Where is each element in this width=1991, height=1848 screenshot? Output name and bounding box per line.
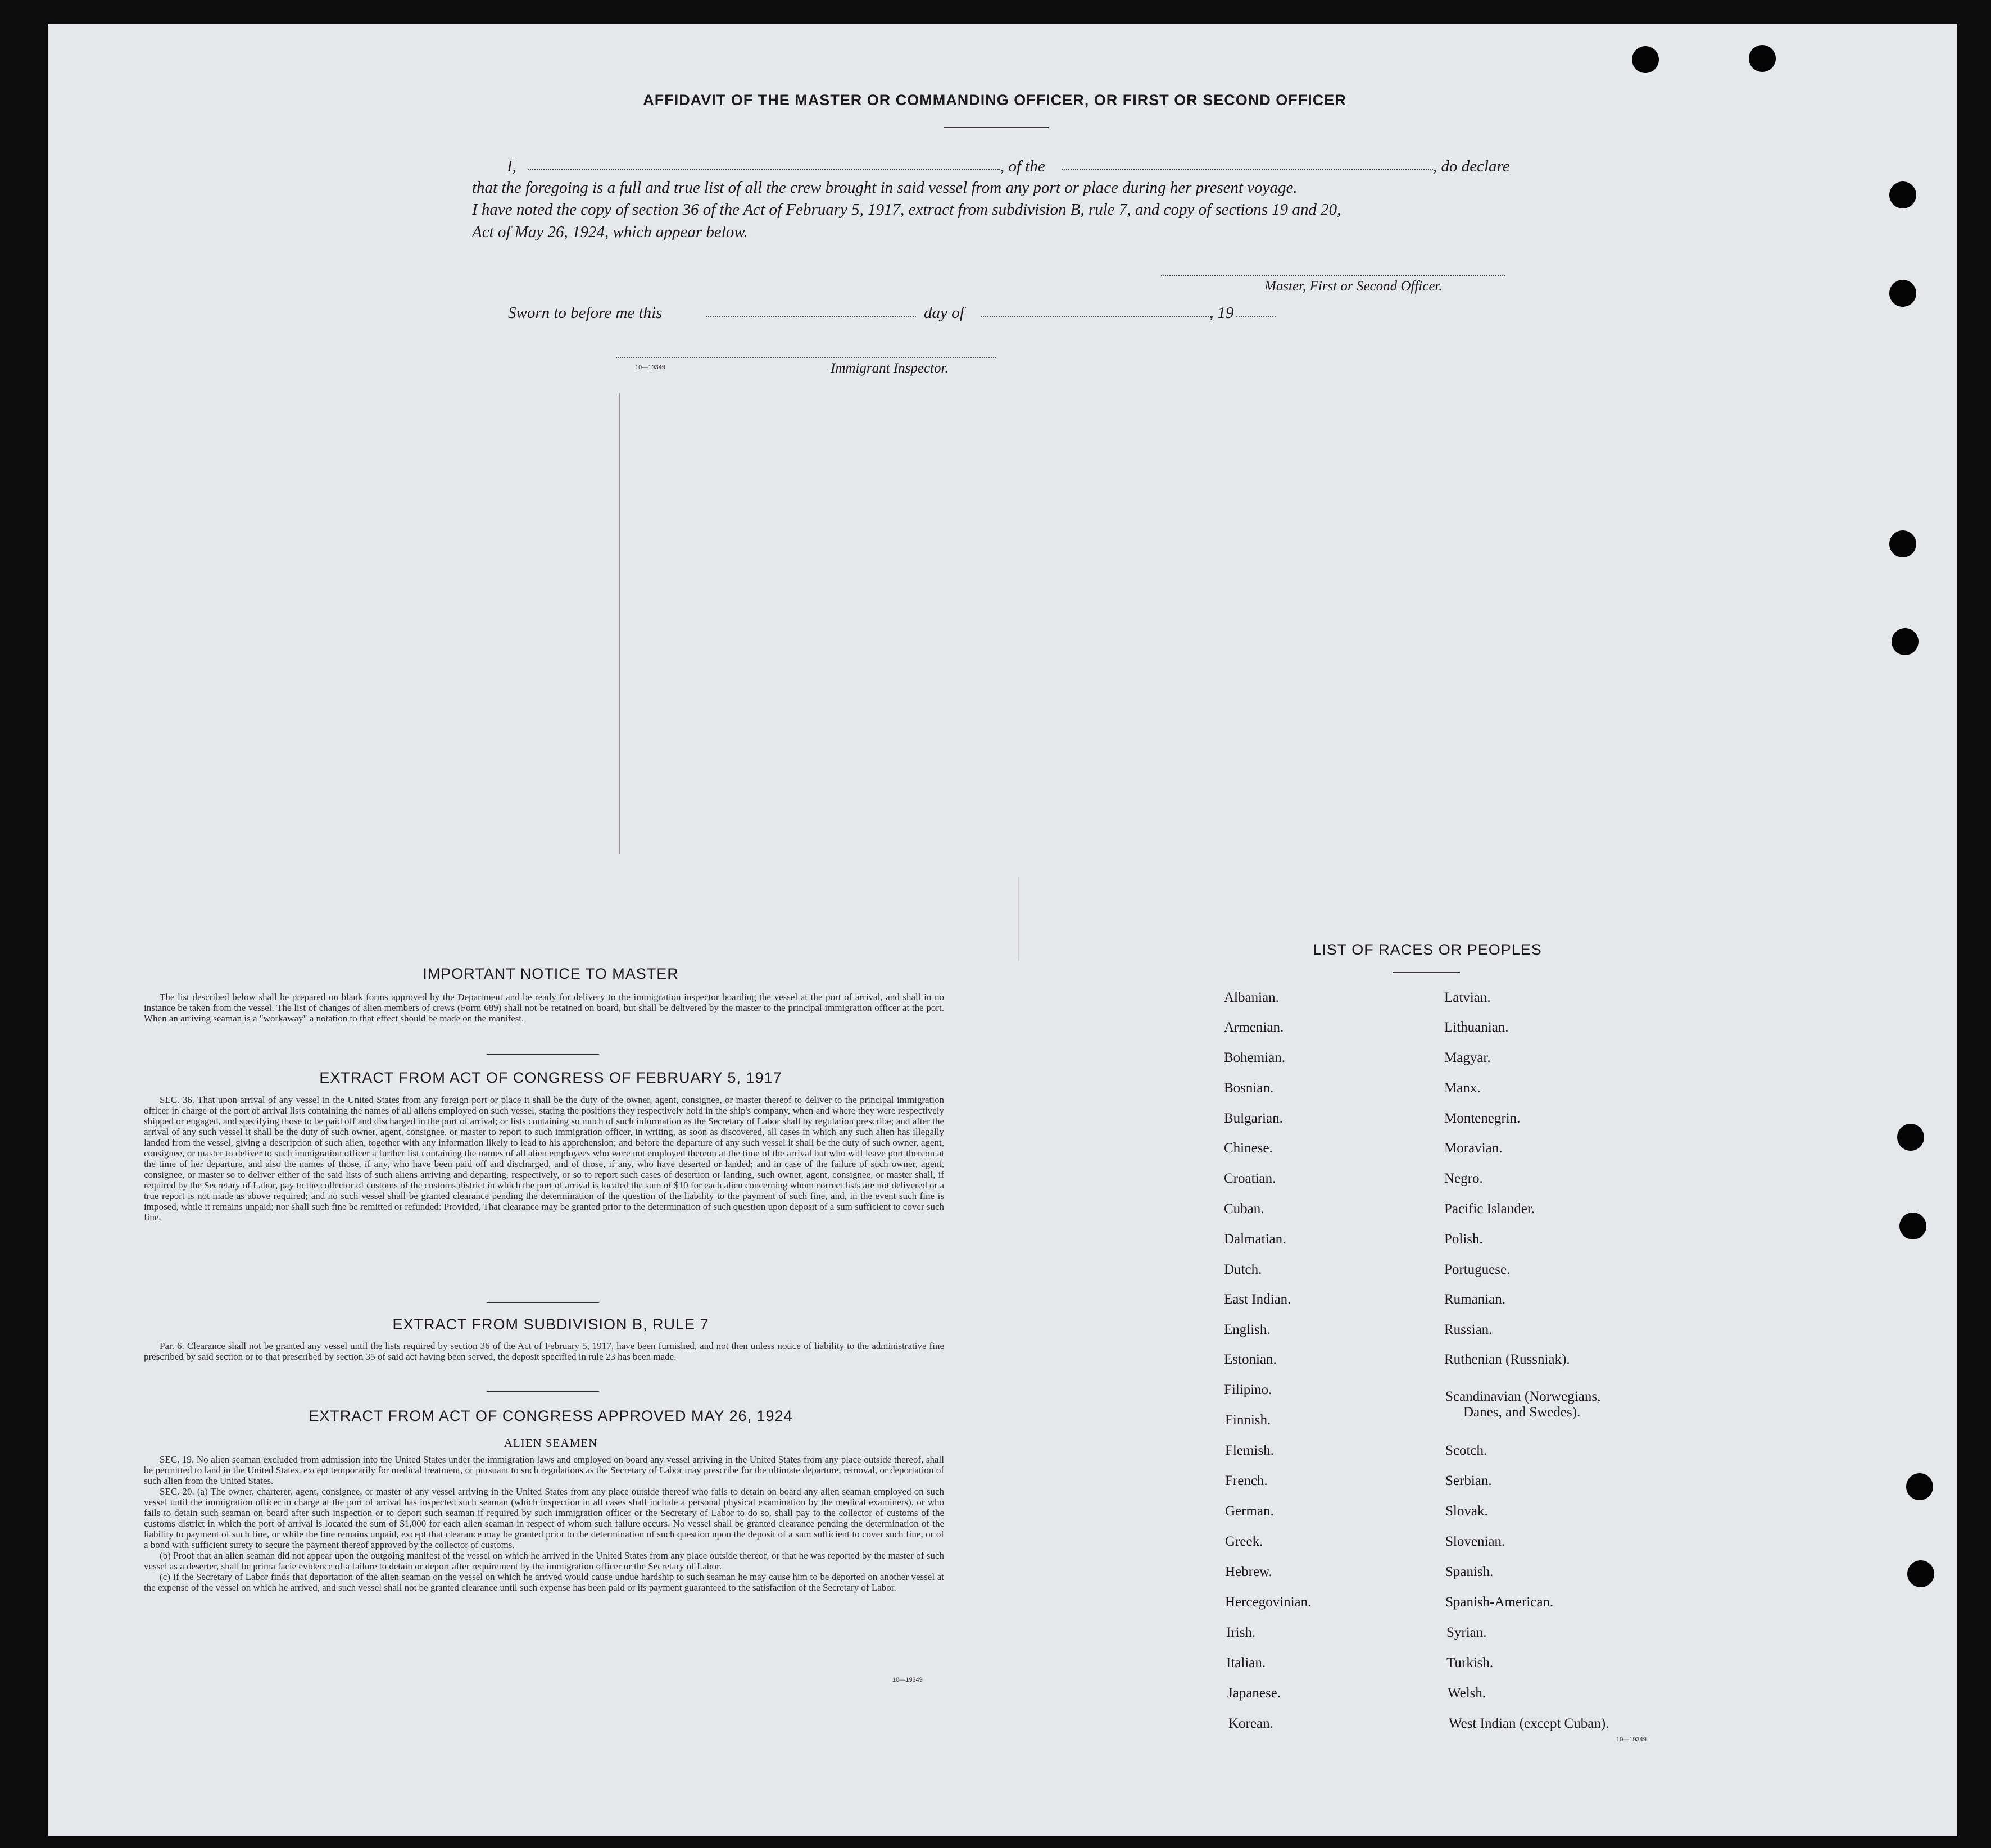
- race-item: Magyar.: [1444, 1050, 1491, 1065]
- sec-20a-paragraph: SEC. 20. (a) The owner, charterer, agent, consignee, or master of any vessel arriving in the United States from any place outside thereof who fails to detain on board any alien seaman employed on such vessel until the immigration officer in charge at the port of arrival has inspected such seaman (which inspection in all cases shall include a personal physical examination by the medical examiners), or who fails to detain such seaman on board after such inspection or to deport such seaman if required by such immigration officer or the Secretary of Labor to do so, shall pay to the collector of customs of the customs district in which the port of arrival is located the sum of $1,000 for each alien seaman in respect of whom such failure occurs. No vessel shall be granted clearance pending the determination of the liability to payment of such fine, or while the fine remains unpaid, except that clearance may be granted prior to the determination of such question upon the deposit of a sum sufficient to cover such fine, or of a bond with sufficient surety to secure the payment thereof approved by the collector of customs.: [144, 1486, 944, 1550]
- sec-20b-paragraph: (b) Proof that an alien seaman did not appear upon the outgoing manifest of the vessel on which he arrived in the United States from any place outside thereof, or that he was reported by the master of such vessel as a deserter, shall be prima facie evidence of a failure to detain or deport after requirement by the immigration officer or the Secretary of Labor.: [144, 1550, 944, 1572]
- sworn-year-blank[interactable]: [1236, 316, 1276, 317]
- punch-hole: [1897, 1124, 1924, 1151]
- sec-19-paragraph: SEC. 19. No alien seaman excluded from admission into the United States under the immigration laws and employed on board any vessel arriving in the United States from any place outside thereof, shall be permitted to land in the United States, except temporarily for medical treatment, or pursuant to such regulations as the Secretary of Labor may prescribe for the ultimate departure, removal, or deportation of such alien from the United States.: [144, 1454, 944, 1486]
- race-item: Slovak.: [1445, 1504, 1488, 1519]
- race-item: Finnish.: [1225, 1413, 1271, 1428]
- race-item: Danes, and Swedes).: [1463, 1405, 1581, 1420]
- race-item: Negro.: [1444, 1171, 1483, 1186]
- race-item: Irish.: [1226, 1625, 1256, 1640]
- punch-hole: [1632, 46, 1659, 73]
- race-item: Estonian.: [1224, 1352, 1277, 1367]
- affidavit-line1-end: , do declare: [1433, 157, 1510, 175]
- section-divider: [487, 1302, 599, 1303]
- punch-hole: [1907, 1560, 1934, 1587]
- race-item: Montenegrin.: [1444, 1111, 1521, 1126]
- races-title: LIST OF RACES OR PEOPLES: [1313, 941, 1542, 958]
- inspector-blank[interactable]: [616, 357, 996, 358]
- punch-hole: [1889, 181, 1916, 208]
- race-item: Latvian.: [1444, 990, 1491, 1005]
- race-item: Bosnian.: [1224, 1080, 1274, 1096]
- race-item: English.: [1224, 1322, 1271, 1337]
- affidavit-line1-start: I,: [507, 157, 516, 175]
- race-item: Serbian.: [1445, 1473, 1492, 1488]
- race-item: Rumanian.: [1444, 1292, 1506, 1307]
- race-item: Bohemian.: [1224, 1050, 1286, 1065]
- inspector-label: Immigrant Inspector.: [831, 361, 949, 376]
- race-item: Albanian.: [1224, 990, 1279, 1005]
- race-item: Greek.: [1225, 1534, 1263, 1549]
- par-6-paragraph: Par. 6. Clearance shall not be granted any vessel until the lists required by section 36 of the Act of February 5, 1917, have been furnished, and not then unless notice of liability to the administrative fine prescribed by said section or to that prescribed by section 35 of said act having been served, the deposit specified in rule 23 has been made.: [144, 1341, 944, 1362]
- race-item: Moravian.: [1444, 1141, 1503, 1156]
- race-item: Syrian.: [1446, 1625, 1487, 1640]
- affidavit-line4: Act of May 26, 1924, which appear below.: [472, 223, 748, 241]
- sworn-text: Sworn to before me this: [508, 304, 663, 322]
- form-code: 10—19349: [1616, 1736, 1647, 1743]
- notice-paragraph: The list described below shall be prepared on blank forms approved by the Department and be ready for delivery to the immigration inspector boarding the vessel at the port of arrival, and shall in no instance be taken from the vessel. The list of changes of alien members of crews (Form 689) shall not be retained on board, but shall be delivered by the master to the principal immigration officer at the port. When an arriving seaman is a "workaway" a notation to that effect should be made on the manifest.: [144, 992, 944, 1024]
- race-item: Dutch.: [1224, 1262, 1262, 1277]
- race-item: Polish.: [1444, 1232, 1483, 1247]
- affidavit-line1-mid: , of the: [1000, 157, 1045, 175]
- sec-36-paragraph: SEC. 36. That upon arrival of any vessel in the United States from any foreign port or place it shall be the duty of the owner, agent, consignee, or master thereof to deliver to the principal immigration officer in charge of the port of arrival lists containing the names of all aliens employed on such vessel, stating the positions they respectively hold in the ship's company, when and where they were respectively shipped or engaged, and specifying those to be paid off and discharged in the port of arrival; or lists containing so much of such information as the Secretary of Labor shall by regulation prescribe; and after the arrival of any such vessel it shall be the duty of such owner, agent, consignee, or master to report to such immigration officer, in writing, as soon as discovered, all cases in which any such alien has illegally landed from the vessel, giving a description of such alien, together with any information likely to lead to his apprehension; and before the departure of any such vessel it shall be the duty of such owner, agent, consignee, or master to deliver to such immigration officer a further list containing the names of all alien employees who were not employed thereon at the time of the arrival but who will leave port thereon at the time of her departure, and also the names of those, if any, who have been paid off and discharged, and of those, if any, who have deserted or landed; and in case of the failure of such owner, agent, consignee, or master so to deliver either of the said lists of such aliens arriving and departing, respectively, or so to report such cases of desertion or landing, such owner, agent, consignee, or master shall, if required by the Secretary of Labor, pay to the collector of customs of the customs district in which the port of arrival is located the sum of $10 for each alien concerning whom correct lists are not delivered or a true report is not made as above required; and no such vessel shall be granted clearance pending the determination of the question of the liability to the payment of such fine, and, in the event such fine is imposed, while it remains unpaid; nor shall such fine be remitted or refunded: Provided, That clearance may be granted prior to the determination of such question upon deposit of a sum sufficient to cover such fine.: [144, 1095, 944, 1223]
- punch-hole: [1749, 45, 1776, 72]
- race-item: Lithuanian.: [1444, 1020, 1509, 1035]
- punch-hole: [1892, 628, 1919, 655]
- subdivision-b-text: [144, 1341, 944, 1362]
- affidavit-line3: I have noted the copy of section 36 of the Act of February 5, 1917, extract from subdivision B, rule 7, and copy of sections 19 and 20,: [472, 201, 1341, 219]
- punch-hole: [1899, 1213, 1926, 1239]
- sworn-day-of: day of: [924, 304, 964, 322]
- extract-1917-text: [144, 1095, 944, 1223]
- sec-20c-paragraph: (c) If the Secretary of Labor finds that deportation of the alien seaman on the vessel on which he arrived would cause undue hardship to such seaman he may cause him to be deported on another vessel at the expense of the vessel on which he arrived, and such vessel shall not be granted clearance until such expense has been paid or its payment guaranteed to the satisfaction of the Secretary of Labor.: [144, 1572, 944, 1593]
- race-item: Welsh.: [1448, 1686, 1486, 1701]
- form-code: 10—19349: [892, 1677, 923, 1683]
- race-item: Scotch.: [1445, 1443, 1487, 1458]
- signature-label: Master, First or Second Officer.: [1264, 279, 1443, 294]
- race-item: Bulgarian.: [1224, 1111, 1283, 1126]
- sworn-year: , 19: [1209, 304, 1234, 322]
- race-item: Korean.: [1228, 1716, 1273, 1731]
- fold-mark: [1018, 877, 1019, 961]
- race-item: Portuguese.: [1444, 1262, 1511, 1277]
- name-blank[interactable]: [528, 169, 1000, 170]
- race-item: Manx.: [1444, 1080, 1481, 1096]
- race-item: Slovenian.: [1445, 1534, 1505, 1549]
- race-item: Turkish.: [1446, 1655, 1494, 1670]
- affidavit-title: AFFIDAVIT OF THE MASTER OR COMMANDING OFFICER, OR FIRST OR SECOND OFFICER: [643, 92, 1346, 108]
- race-item: Italian.: [1226, 1655, 1266, 1670]
- subdivision-b-title: EXTRACT FROM SUBDIVISION B, RULE 7: [392, 1316, 709, 1333]
- sworn-day-blank[interactable]: [706, 316, 916, 317]
- extract-1917-title: EXTRACT FROM ACT OF CONGRESS OF FEBRUARY 5, 1917: [319, 1069, 782, 1086]
- race-item: Cuban.: [1224, 1201, 1264, 1216]
- race-item: Spanish.: [1445, 1564, 1494, 1579]
- section-divider: [487, 1391, 599, 1392]
- sworn-month-blank[interactable]: [981, 316, 1213, 317]
- punch-hole: [1906, 1473, 1933, 1500]
- race-item: Dalmatian.: [1224, 1232, 1286, 1247]
- race-item: Hebrew.: [1225, 1564, 1272, 1579]
- race-item: West Indian (except Cuban).: [1449, 1716, 1609, 1731]
- alien-seamen-subtitle: ALIEN SEAMEN: [504, 1436, 598, 1450]
- race-item: Spanish-American.: [1445, 1595, 1554, 1610]
- notice-title: IMPORTANT NOTICE TO MASTER: [423, 965, 679, 982]
- races-underline: [1393, 972, 1460, 973]
- signature-blank[interactable]: [1161, 275, 1505, 276]
- race-item: Russian.: [1444, 1322, 1493, 1337]
- notice-text: [144, 992, 944, 1024]
- race-item: Filipino.: [1224, 1382, 1272, 1397]
- fold-mark: [619, 393, 620, 854]
- race-item: Hercegovinian.: [1225, 1595, 1312, 1610]
- section-divider: [487, 1054, 599, 1055]
- race-item: East Indian.: [1224, 1292, 1291, 1307]
- extract-1924-text: [144, 1454, 944, 1593]
- affidavit-line2: that the foregoing is a full and true list of all the crew brought in said vessel from any port or place during her present voyage.: [472, 179, 1298, 197]
- race-item: Pacific Islander.: [1444, 1201, 1535, 1216]
- race-item: Flemish.: [1225, 1443, 1274, 1458]
- race-item: German.: [1225, 1504, 1274, 1519]
- extract-1924-title: EXTRACT FROM ACT OF CONGRESS APPROVED MAY 26, 1924: [309, 1407, 793, 1424]
- race-item: Chinese.: [1224, 1141, 1273, 1156]
- race-item: Scandinavian (Norwegians,: [1445, 1389, 1601, 1404]
- race-item: Croatian.: [1224, 1171, 1276, 1186]
- vessel-blank[interactable]: [1062, 169, 1433, 170]
- race-item: Ruthenian (Russniak).: [1444, 1352, 1570, 1367]
- form-code: 10—19349: [635, 364, 665, 371]
- race-item: French.: [1225, 1473, 1268, 1488]
- punch-hole: [1889, 280, 1916, 307]
- race-item: Japanese.: [1227, 1686, 1281, 1701]
- punch-hole: [1889, 530, 1916, 557]
- race-item: Armenian.: [1224, 1020, 1284, 1035]
- title-underline: [944, 127, 1049, 128]
